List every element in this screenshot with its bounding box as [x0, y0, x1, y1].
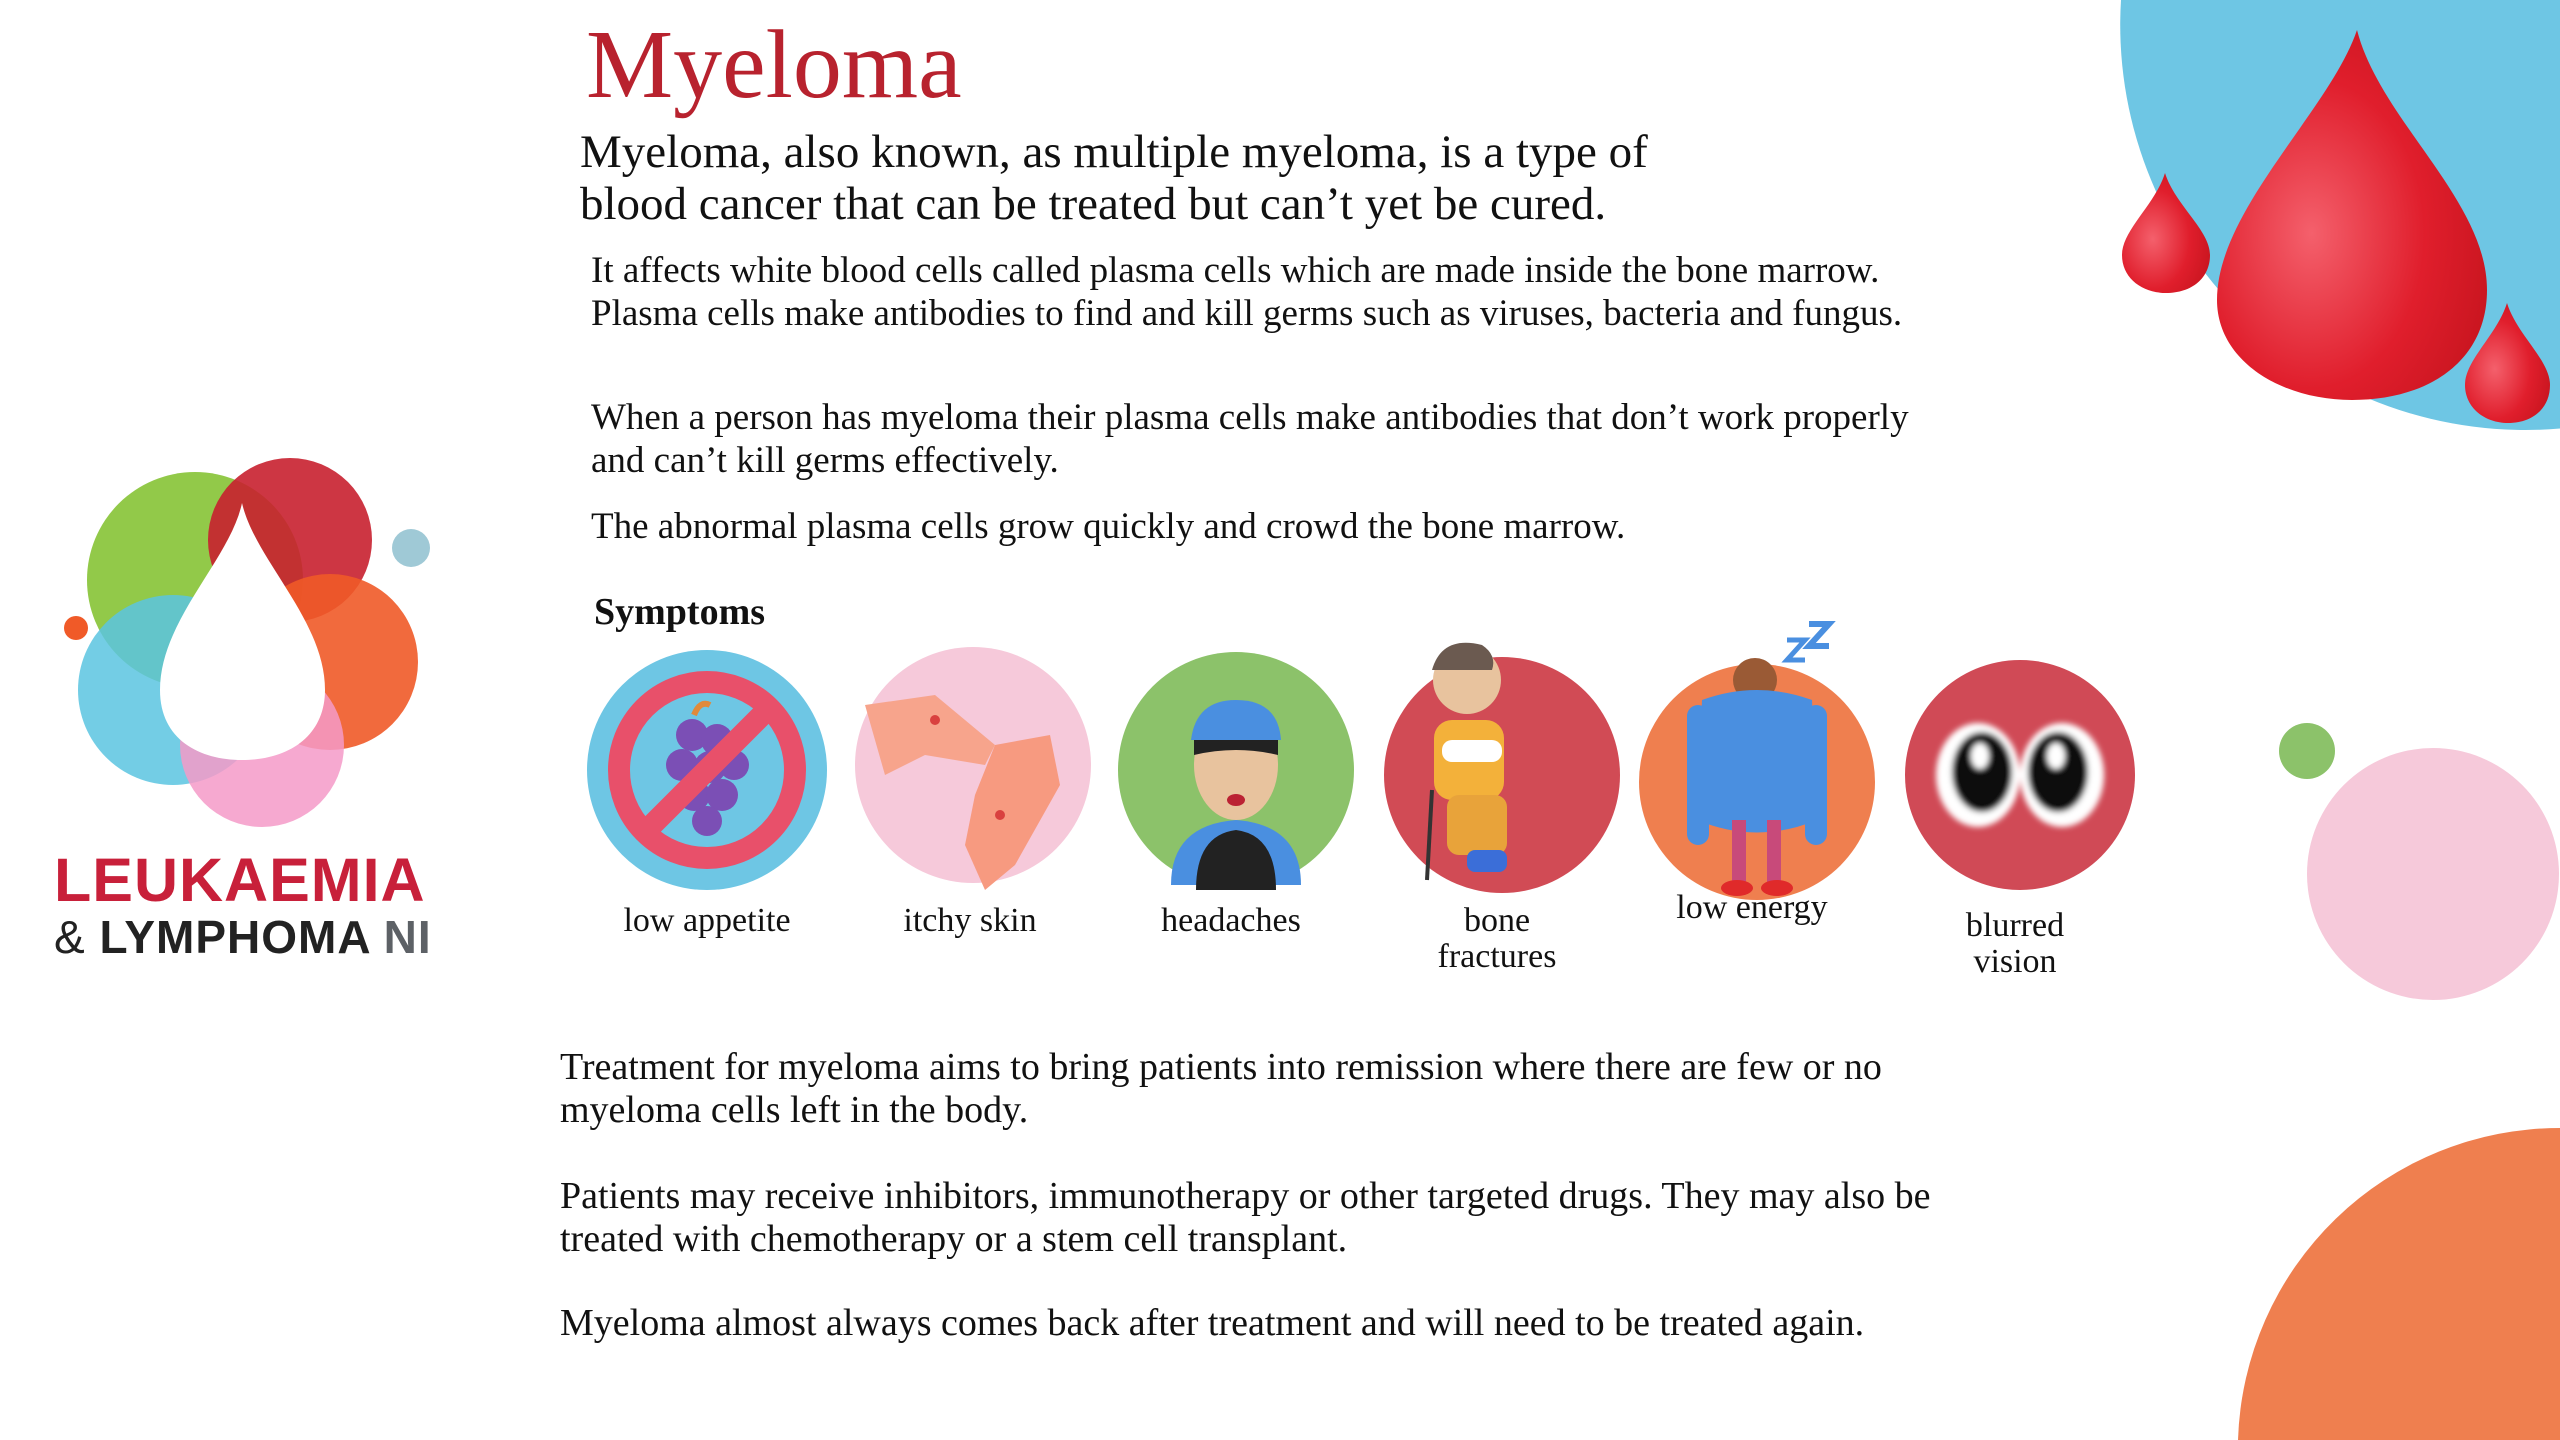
tired-person-icon: [1627, 620, 1877, 900]
text-line: Treatment for myeloma aims to bring patients into remission where there are few or no: [560, 1046, 1882, 1088]
text-line: Plasma cells make antibodies to find and kill germs such as viruses, bacteria and fungus.: [591, 293, 1903, 334]
intro-paragraph-1: [591, 249, 1902, 335]
symptom-low-energy: [1622, 620, 1882, 926]
arm-sling-person-icon: [1372, 630, 1622, 895]
label-line: vision: [1973, 943, 2057, 980]
symptom-label: low energy: [1676, 889, 1828, 926]
logo-text-leukaemia: LEUKAEMIA: [54, 846, 426, 914]
symptom-headaches: [1101, 645, 1361, 939]
headache-person-icon: [1106, 645, 1356, 895]
label-line: bone: [1463, 902, 1531, 939]
text-line: myeloma cells left in the body.: [560, 1089, 1029, 1131]
text-line: and can’t kill germs effectively.: [591, 440, 1059, 481]
symptom-label: itchy skin: [903, 902, 1037, 939]
symptom-label: [1885, 908, 2145, 980]
symptom-label: [1367, 903, 1627, 975]
symptoms-heading: Symptoms: [594, 591, 766, 633]
logo-ampersand: &: [54, 911, 86, 963]
text-line: When a person has myeloma their plasma cells make antibodies that don’t work properly: [591, 397, 1909, 438]
label-line: fractures: [1437, 938, 1557, 975]
symptom-low-appetite: [577, 645, 837, 939]
logo-lymphoma: LYMPHOMA: [99, 911, 370, 963]
logo-mark: [64, 458, 430, 827]
eyes-icon: [1890, 660, 2140, 900]
symptom-label: low appetite: [623, 902, 791, 939]
green-dot: [2279, 723, 2335, 779]
symptom-label: headaches: [1161, 902, 1301, 939]
symptom-blurred-vision: [1885, 660, 2145, 980]
treatment-paragraph-3: Myeloma almost always comes back after treatment and will need to be treated again.: [560, 1302, 1865, 1344]
orange-circle: [2238, 1128, 2560, 1440]
no-grapes-icon: [582, 645, 832, 895]
intro-paragraph-3: The abnormal plasma cells grow quickly and crowd the bone marrow.: [591, 506, 1626, 547]
page-title: Myeloma: [586, 11, 962, 119]
scratching-hand-icon: [845, 645, 1095, 895]
text-line: treated with chemotherapy or a stem cell transplant.: [560, 1218, 1348, 1260]
label-line: blurred: [1965, 907, 2065, 944]
logo-text-lymphoma: [54, 911, 432, 963]
symptom-bone-fractures: [1367, 630, 1627, 975]
treatment-paragraph-2: [560, 1175, 1930, 1261]
text-line: It affects white blood cells called plasma cells which are made inside the bone marrow.: [591, 250, 1880, 291]
pink-circle: [2307, 748, 2559, 1000]
logo-ni: NI: [383, 911, 432, 963]
text-line: Patients may receive inhibitors, immunotherapy or other targeted drugs. They may also be: [560, 1175, 1931, 1217]
symptom-itchy-skin: [840, 645, 1100, 939]
intro-paragraph-2: [591, 396, 1909, 482]
subtitle-line: Myeloma, also known, as multiple myeloma, is a type of: [580, 126, 1648, 178]
subtitle-line: blood cancer that can be treated but can’t yet be cured.: [580, 178, 1607, 230]
page-subtitle: [580, 126, 1648, 230]
treatment-paragraph-1: [560, 1046, 1882, 1132]
